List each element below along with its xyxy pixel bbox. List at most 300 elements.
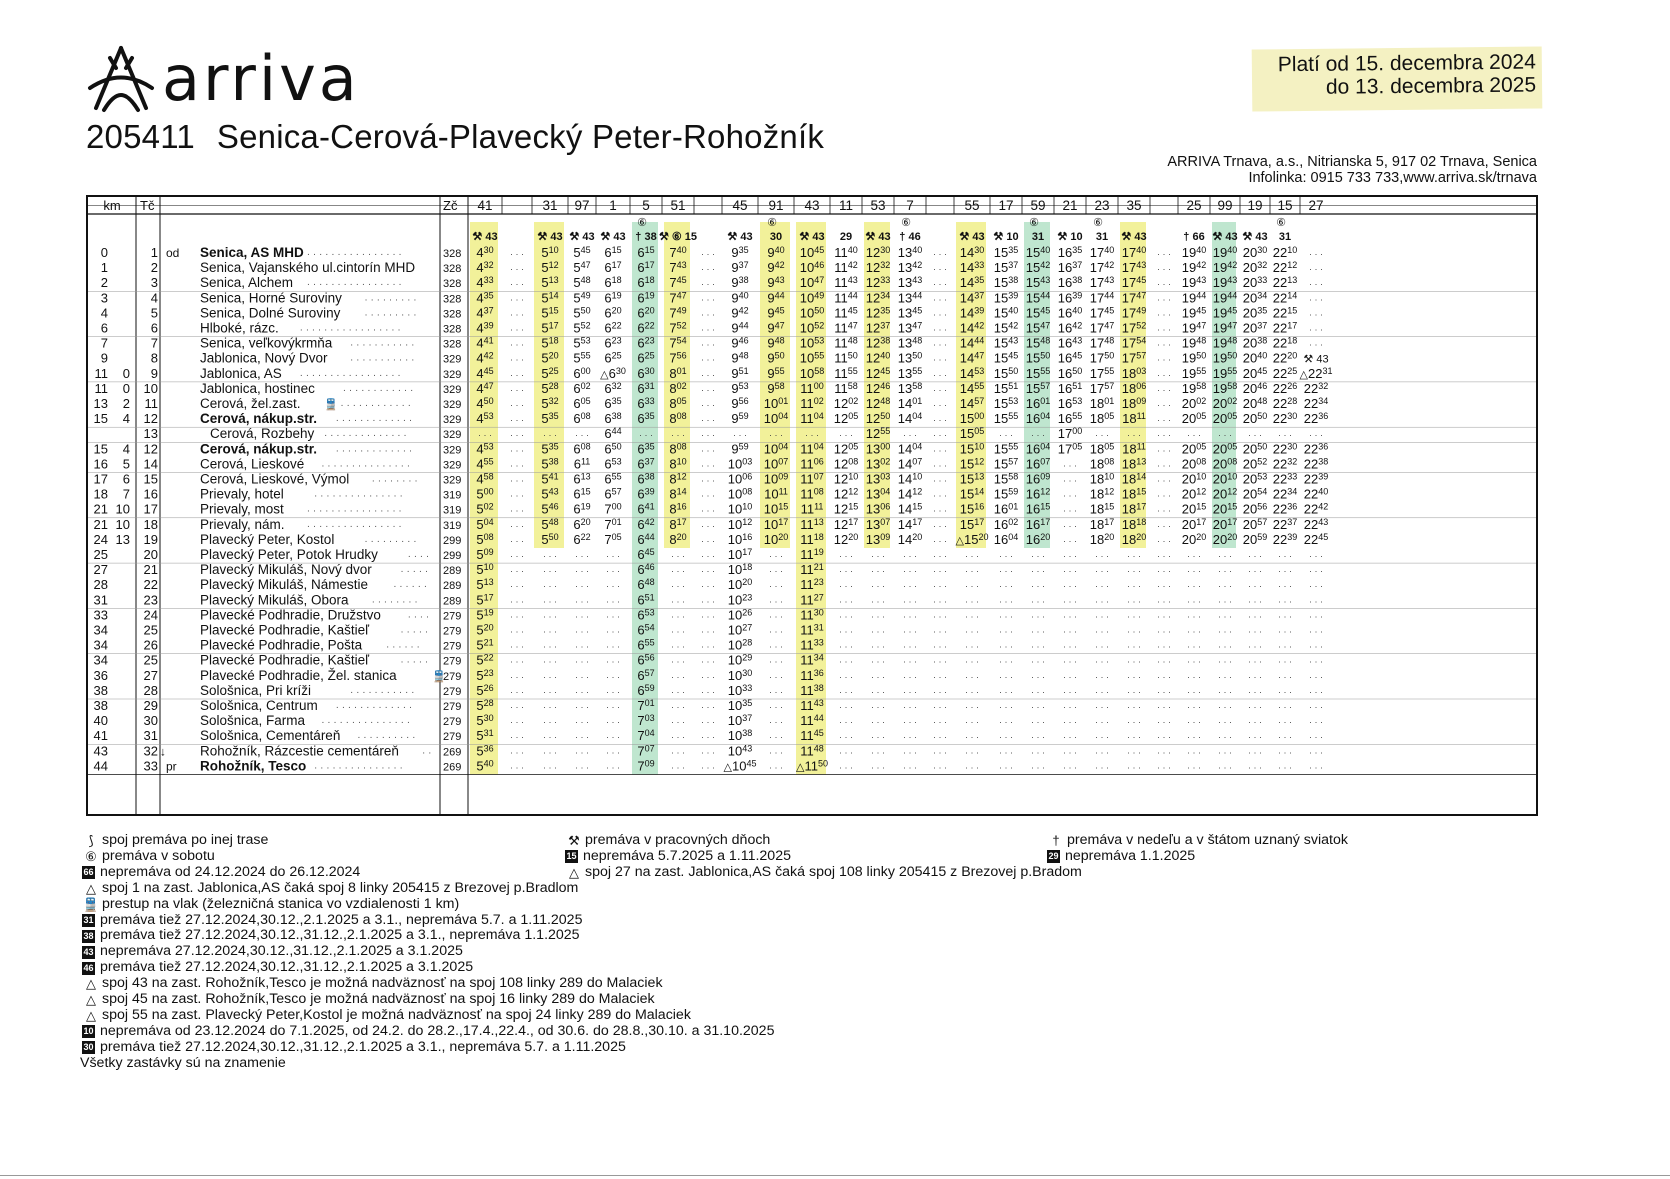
empty-cell-dots: · · ·: [903, 762, 917, 773]
dot-leader: · · · · · · · · · · · ·: [342, 384, 414, 396]
departure-time: $5^{35}$: [541, 441, 559, 457]
departure-time: $5^{50}$: [573, 305, 591, 321]
empty-cell-dots: · · ·: [1031, 430, 1045, 441]
departure-time: $15^{44}$: [1025, 290, 1051, 306]
zone-code: 299: [443, 534, 462, 547]
departure-time: $6^{15}$: [637, 245, 655, 260]
departure-time: $14^{04}$: [897, 411, 923, 427]
empty-cell-dots: · · ·: [701, 551, 715, 561]
departure-time: $6^{20}$: [637, 305, 655, 321]
departure-time: $16^{50}$: [1057, 365, 1083, 381]
legend-item: [563, 849, 1082, 865]
empty-cell-dots: · · ·: [839, 430, 853, 441]
stop-order: 11: [144, 396, 158, 411]
empty-cell-dots: · · ·: [1031, 581, 1045, 592]
km-value: 0: [122, 380, 130, 396]
empty-cell-dots: · · ·: [1187, 611, 1201, 622]
empty-cell-dots: · · ·: [1248, 702, 1262, 712]
dot-leader: · · · · · · · · · · · ·: [340, 400, 411, 411]
empty-cell-dots: · · ·: [606, 717, 620, 728]
empty-cell-dots: · · ·: [606, 702, 620, 712]
empty-cell-dots: · · ·: [965, 762, 979, 773]
empty-cell-dots: · · ·: [965, 566, 979, 577]
trip-number: 51: [670, 198, 686, 213]
empty-cell-dots: · · ·: [1218, 551, 1232, 561]
empty-cell-dots: · · ·: [839, 717, 853, 728]
trip-notes: 31: [1278, 231, 1292, 243]
empty-cell-dots: · · ·: [903, 747, 917, 758]
departure-time: $11^{44}$: [800, 713, 824, 729]
departure-time: $9^{55}$: [767, 365, 785, 381]
departure-time: $20^{52}$: [1242, 456, 1268, 472]
empty-cell-dots: · · ·: [1309, 732, 1323, 743]
empty-cell-dots: · · ·: [1218, 611, 1232, 622]
departure-time: $19^{50}$: [1181, 350, 1207, 366]
departure-time: $9^{44}$: [731, 320, 749, 336]
legend-text: spoj 55 na zast. Plavecký Peter,Kostol je možná nadväznosť na spoj 24 linky 289 do Malaciek: [102, 1006, 691, 1023]
empty-cell-dots: · · ·: [733, 430, 747, 441]
legend-text: premáva tiež 27.12.2024,30.12.,31.12.,2.1.2025 a 3.1., nepremáva 5.7. a 1.11.2025: [100, 1038, 626, 1055]
stop-name: Plavecký Mikuláš, Nový dvor: [200, 562, 372, 578]
empty-cell-dots: · · ·: [1157, 520, 1171, 531]
triangle-icon: △: [86, 880, 96, 896]
departure-time: $8^{01}$: [669, 365, 687, 381]
departure-time: $7^{56}$: [669, 350, 687, 366]
empty-cell-dots: · · ·: [701, 249, 715, 259]
empty-cell-dots: · · ·: [1218, 581, 1232, 592]
departure-time: $8^{20}$: [669, 531, 687, 547]
km-value: 15: [93, 441, 108, 457]
departure-time: $6^{51}$: [637, 592, 655, 608]
empty-cell-dots: · · ·: [543, 702, 557, 712]
departure-time: $6^{08}$: [573, 441, 591, 457]
zone-code: 279: [443, 655, 462, 668]
departure-time: $9^{58}$: [767, 380, 785, 396]
departure-time: $19^{45}$: [1212, 305, 1238, 321]
empty-cell-dots: · · ·: [1063, 490, 1077, 501]
zone-code: 279: [443, 716, 462, 729]
departure-time: $20^{54}$: [1242, 486, 1268, 502]
triangle-icon: △: [86, 1007, 96, 1023]
departure-time: $10^{17}$: [727, 547, 753, 562]
km-value: 24: [93, 531, 108, 547]
stop-order: 32: [143, 743, 158, 759]
departure-time: $18^{10}$: [1089, 471, 1115, 487]
empty-cell-dots: · · ·: [933, 445, 947, 456]
departure-time: $11^{38}$: [800, 682, 824, 698]
empty-cell-dots: · · ·: [1157, 354, 1171, 365]
departure-time: $13^{50}$: [897, 350, 923, 366]
validity-from: Platí od 15. decembra 2024: [1277, 50, 1536, 77]
empty-cell-dots: · · ·: [1248, 596, 1262, 607]
departure-time: $10^{03}$: [727, 456, 753, 472]
zone-code: 289: [443, 580, 462, 593]
departure-time: $19^{48}$: [1212, 335, 1238, 351]
empty-cell-dots: · · ·: [933, 762, 947, 773]
departure-time: $18^{17}$: [1121, 501, 1147, 517]
empty-cell-dots: · · ·: [1157, 294, 1171, 305]
departure-time: $16^{09}$: [1025, 471, 1051, 487]
departure-time: $9^{42}$: [731, 305, 749, 321]
departure-time: $6^{44}$: [604, 426, 622, 442]
departure-time: $10^{04}$: [763, 441, 789, 457]
arriva-logo-icon: [86, 44, 156, 114]
empty-cell-dots: · · ·: [575, 717, 589, 728]
empty-cell-dots: · · ·: [1309, 309, 1323, 320]
empty-cell-dots: · · ·: [671, 747, 685, 758]
departure-time: $14^{47}$: [959, 350, 985, 366]
departure-time: $16^{17}$: [1025, 516, 1051, 532]
empty-cell-dots: · · ·: [839, 702, 853, 712]
departure-time: $20^{10}$: [1212, 471, 1238, 487]
empty-cell-dots: · · ·: [769, 686, 783, 697]
departure-time: $5^{40}$: [476, 758, 494, 774]
departure-time: $4^{50}$: [476, 396, 494, 411]
km-value: 38: [93, 682, 108, 698]
empty-cell-dots: · · ·: [839, 732, 853, 743]
legend-item: [80, 1008, 774, 1024]
empty-cell-dots: · · ·: [903, 430, 917, 441]
empty-cell-dots: · · ·: [1157, 279, 1171, 290]
departure-time: $11^{34}$: [800, 652, 824, 668]
empty-cell-dots: · · ·: [933, 324, 947, 335]
empty-cell-dots: · · ·: [933, 309, 947, 320]
empty-cell-dots: · · ·: [1063, 535, 1077, 546]
departure-time: $11^{48}$: [834, 335, 858, 351]
empty-cell-dots: · · ·: [1063, 702, 1077, 712]
empty-cell-dots: · · ·: [1248, 656, 1262, 667]
empty-cell-dots: · · ·: [933, 626, 947, 637]
departure-time: $12^{46}$: [865, 380, 891, 396]
trip-notes: † 66: [1183, 231, 1205, 243]
empty-cell-dots: · · ·: [543, 717, 557, 728]
note-31-icon: 31: [83, 914, 94, 925]
empty-cell-dots: · · ·: [510, 686, 524, 697]
dot-leader: · · · · · · · · · · · · · · ·: [321, 460, 411, 472]
trip-number: 21: [1062, 198, 1078, 213]
stop-name: Rohožník, Rázcestie cementáreň: [200, 743, 399, 759]
legend-item: [1045, 849, 1348, 865]
km-value: 3: [100, 290, 108, 306]
departure-time: $13^{42}$: [897, 260, 923, 276]
km-value: 2: [100, 275, 108, 291]
departure-time: $13^{03}$: [865, 471, 891, 487]
empty-cell-dots: · · ·: [769, 551, 783, 561]
empty-cell-dots: · · ·: [606, 626, 620, 637]
departure-time: $20^{08}$: [1181, 456, 1207, 472]
empty-cell-dots: · · ·: [1278, 641, 1292, 652]
departure-time: $11^{43}$: [834, 275, 858, 291]
empty-cell-dots: · · ·: [999, 732, 1013, 743]
departure-time: $14^{33}$: [959, 260, 985, 276]
empty-cell-dots: · · ·: [1063, 566, 1077, 577]
departure-time: $11^{27}$: [800, 592, 824, 608]
empty-cell-dots: · · ·: [933, 505, 947, 516]
departure-time: $20^{46}$: [1242, 380, 1268, 396]
empty-cell-dots: · · ·: [871, 717, 885, 728]
empty-cell-dots: · · ·: [510, 400, 524, 410]
km-value: 11: [94, 380, 108, 396]
zone-code: 289: [443, 565, 462, 578]
departure-time: $15^{45}$: [1025, 305, 1051, 321]
stop-order: 10: [143, 380, 158, 396]
departure-time: $13^{58}$: [897, 380, 923, 396]
saturday-icon: ⑥: [85, 848, 97, 864]
empty-cell-dots: · · ·: [933, 686, 947, 697]
departure-time: $5^{43}$: [541, 486, 559, 502]
km-value: 16: [93, 456, 108, 472]
departure-time: $\triangle 15^{20}$: [955, 531, 989, 547]
departure-time: $5^{55}$: [573, 350, 591, 366]
departure-time: $14^{44}$: [959, 335, 985, 351]
departure-time: $14^{12}$: [897, 486, 923, 502]
dot-leader: · · · · · · · · ·: [364, 294, 417, 306]
empty-cell-dots: · · ·: [1309, 641, 1323, 652]
departure-time: $10^{58}$: [799, 365, 825, 381]
departure-time: $17^{45}$: [1089, 305, 1115, 321]
empty-cell-dots: · · ·: [1095, 671, 1109, 682]
dot-leader: · · · · ·: [400, 626, 429, 638]
km-value: 21: [93, 501, 108, 517]
empty-cell-dots: · · ·: [1095, 566, 1109, 577]
zone-code: 279: [443, 670, 462, 683]
empty-cell-dots: · · ·: [510, 445, 524, 456]
departure-time: $22^{32}$: [1272, 456, 1298, 472]
zone-code: 328: [443, 338, 462, 351]
departure-time: $5^{32}$: [541, 396, 559, 411]
legend-text: nepremáva 1.1.2025: [1065, 847, 1196, 864]
empty-cell-dots: · · ·: [1157, 611, 1171, 622]
departure-time: $11^{33}$: [800, 637, 824, 653]
departure-time: $8^{12}$: [669, 471, 687, 487]
saturday-icon: ⑥: [767, 217, 777, 229]
empty-cell-dots: · · ·: [1309, 762, 1323, 773]
departure-time: $18^{18}$: [1121, 516, 1147, 532]
departure-time: $9^{47}$: [767, 320, 785, 336]
stop-name: Rohožník, Tesco: [200, 758, 307, 774]
departure-time: $19^{42}$: [1212, 260, 1238, 276]
empty-cell-dots: · · ·: [1248, 430, 1262, 441]
km-value: 17: [93, 471, 108, 487]
departure-time: $18^{12}$: [1089, 486, 1115, 502]
departure-time: $19^{58}$: [1212, 380, 1238, 396]
empty-cell-dots: · · ·: [1248, 717, 1262, 728]
trip-notes: ⚒ ⑥ 15: [658, 231, 698, 243]
empty-cell-dots: · · ·: [839, 581, 853, 592]
empty-cell-dots: · · ·: [1309, 747, 1323, 758]
trip-number: 25: [1186, 198, 1202, 213]
note-10-icon: 10: [83, 1026, 94, 1037]
departure-time: $4^{39}$: [476, 320, 494, 336]
departure-time: $20^{35}$: [1242, 305, 1268, 321]
departure-time: $18^{14}$: [1121, 471, 1147, 487]
departure-time: $19^{43}$: [1181, 275, 1207, 291]
empty-cell-dots: · · ·: [933, 520, 947, 531]
empty-cell-dots: · · ·: [1309, 551, 1323, 561]
km-value: 9: [100, 350, 108, 366]
empty-cell-dots: · · ·: [671, 717, 685, 728]
empty-cell-dots: · · ·: [1031, 656, 1045, 667]
empty-cell-dots: · · ·: [1095, 717, 1109, 728]
departure-time: $14^{07}$: [897, 456, 923, 472]
departure-time: $7^{54}$: [669, 335, 687, 351]
zone-code: 279: [443, 685, 462, 698]
empty-cell-dots: · · ·: [1095, 702, 1109, 712]
legend-text: nepremáva od 23.12.2024 do 7.1.2025, od 24.2. do 28.2.,17.4.,22.4., od 30.6. do 28.8.,30.10. a 31.10.2025: [100, 1022, 775, 1039]
trip-notes: ⚒ 43: [569, 231, 595, 243]
empty-cell-dots: · · ·: [871, 656, 885, 667]
stop-order: 23: [143, 592, 158, 608]
stop-order: 12: [143, 411, 158, 427]
empty-cell-dots: · · ·: [1127, 430, 1141, 441]
empty-cell-dots: · · ·: [701, 641, 715, 652]
empty-cell-dots: · · ·: [1278, 430, 1292, 441]
departure-time: $9^{35}$: [731, 245, 749, 260]
departure-time: $15^{53}$: [993, 396, 1019, 411]
empty-cell-dots: · · ·: [1157, 264, 1171, 275]
empty-cell-dots: · · ·: [1278, 671, 1292, 682]
stop-order: 21: [143, 562, 158, 578]
departure-time: $18^{03}$: [1121, 365, 1147, 381]
departure-time: $16^{53}$: [1057, 396, 1083, 411]
empty-cell-dots: · · ·: [965, 656, 979, 667]
departure-time: $6^{53}$: [637, 607, 655, 623]
zone-code: 328: [443, 293, 462, 306]
km-value: 31: [93, 592, 108, 608]
empty-cell-dots: · · ·: [1157, 747, 1171, 758]
departure-time: $20^{08}$: [1212, 456, 1238, 472]
departure-time: $5^{19}$: [476, 607, 494, 623]
dot-leader: · · · · · · · · · · · · · · · ·: [306, 279, 402, 291]
departure-time: $6^{59}$: [637, 682, 655, 698]
empty-cell-dots: · · ·: [1095, 430, 1109, 441]
dot-leader: · · · ·: [407, 611, 430, 623]
legend-text: spoj 1 na zast. Jablonica,AS čaká spoj 8 linky 205415 z Brezovej p.Bradlom: [102, 879, 579, 896]
stop-name: Plavecké Podhradie, Pošta: [200, 637, 363, 653]
departure-time: $7^{01}$: [604, 516, 622, 532]
empty-cell-dots: · · ·: [769, 702, 783, 712]
empty-cell-dots: · · ·: [510, 520, 524, 531]
empty-cell-dots: · · ·: [1278, 762, 1292, 773]
departure-time: $5^{53}$: [573, 335, 591, 351]
trip-notes: ⚒ 43: [1212, 231, 1238, 243]
empty-cell-dots: · · ·: [478, 430, 492, 441]
departure-time: $14^{04}$: [897, 441, 923, 457]
departure-time: $12^{05}$: [833, 411, 859, 427]
empty-cell-dots: · · ·: [999, 641, 1013, 652]
empty-cell-dots: · · ·: [1031, 686, 1045, 697]
departure-time: $15^{45}$: [993, 350, 1019, 366]
empty-cell-dots: · · ·: [701, 294, 715, 305]
departure-time: $16^{42}$: [1057, 320, 1083, 336]
departure-time: $5^{23}$: [476, 667, 494, 683]
departure-time: $14^{10}$: [897, 471, 923, 487]
empty-cell-dots: · · ·: [701, 324, 715, 335]
departure-time: $15^{14}$: [959, 486, 985, 502]
departure-time: $14^{35}$: [959, 275, 985, 291]
empty-cell-dots: · · ·: [701, 747, 715, 758]
empty-cell-dots: · · ·: [575, 747, 589, 758]
empty-cell-dots: · · ·: [933, 581, 947, 592]
departure-time: $16^{37}$: [1057, 260, 1083, 276]
departure-time: $6^{02}$: [573, 380, 591, 396]
empty-cell-dots: · · ·: [1218, 671, 1232, 682]
km-value: 43: [93, 743, 108, 759]
stop-order: 17: [143, 501, 158, 517]
empty-cell-dots: · · ·: [933, 475, 947, 486]
departure-time: $15^{43}$: [993, 335, 1019, 351]
departure-time: $5^{45}$: [573, 245, 591, 260]
empty-cell-dots: · · ·: [903, 686, 917, 697]
empty-cell-dots: · · ·: [510, 309, 524, 320]
departure-time: $6^{20}$: [573, 516, 591, 532]
dot-leader: · · · · · · · · · · ·: [350, 339, 415, 351]
departure-time: $7^{43}$: [669, 260, 687, 276]
departure-time: $15^{39}$: [993, 290, 1019, 306]
empty-cell-dots: · · ·: [999, 702, 1013, 712]
departure-time: $14^{37}$: [959, 290, 985, 306]
departure-time: $11^{13}$: [800, 516, 824, 532]
km-value: 36: [93, 667, 108, 683]
departure-time: $20^{56}$: [1242, 501, 1268, 517]
departure-time: $15^{35}$: [993, 245, 1019, 260]
empty-cell-dots: · · ·: [1218, 747, 1232, 758]
km-value: 6: [100, 320, 108, 336]
departure-time: $18^{20}$: [1121, 531, 1147, 547]
departure-time: $10^{35}$: [727, 698, 753, 713]
empty-cell-dots: · · ·: [671, 686, 685, 697]
dot-leader: · · · · · · · · · · · · · · ·: [321, 717, 411, 729]
dot-leader: · · · · ·: [400, 656, 429, 668]
empty-cell-dots: · · ·: [671, 732, 685, 743]
dot-leader: · · · · · ·: [393, 581, 428, 593]
departure-time: $22^{36}$: [1272, 501, 1298, 517]
zone-code: 329: [443, 383, 462, 396]
departure-time: $19^{58}$: [1181, 380, 1207, 396]
empty-cell-dots: · · ·: [1309, 611, 1323, 622]
empty-cell-dots: · · ·: [1095, 596, 1109, 607]
legend-item: [80, 976, 774, 992]
zone-code: 328: [443, 323, 462, 336]
empty-cell-dots: · · ·: [965, 611, 979, 622]
empty-cell-dots: · · ·: [1063, 596, 1077, 607]
departure-time: $9^{38}$: [731, 275, 749, 291]
departure-time: $16^{01}$: [1025, 396, 1051, 411]
stop-order: 27: [143, 667, 158, 683]
departure-time: $11^{07}$: [800, 471, 824, 487]
note-30-icon: 30: [83, 1042, 94, 1053]
departure-time: $10^{12}$: [727, 516, 753, 532]
empty-cell-dots: · · ·: [1278, 566, 1292, 577]
stop-name: Cerová, nákup.str.: [200, 441, 318, 457]
empty-cell-dots: · · ·: [543, 551, 557, 561]
departure-time: $20^{40}$: [1242, 350, 1268, 366]
departure-time: $6^{38}$: [637, 471, 655, 487]
empty-cell-dots: · · ·: [701, 596, 715, 607]
empty-cell-dots: · · ·: [1309, 656, 1323, 667]
departure-time: $5^{35}$: [541, 411, 559, 427]
departure-time: $20^{53}$: [1242, 471, 1268, 487]
departure-time: $16^{12}$: [1025, 486, 1051, 502]
departure-time: $6^{31}$: [637, 380, 655, 396]
triangle-icon: △: [569, 864, 579, 880]
empty-cell-dots: · · ·: [1278, 551, 1292, 561]
stop-name: Plavecké Podhradie, Družstvo: [200, 607, 381, 623]
departure-time: $5^{52}$: [573, 320, 591, 336]
trip-number: 15: [1277, 198, 1293, 213]
departure-time: $6^{25}$: [637, 350, 655, 366]
empty-cell-dots: · · ·: [1031, 611, 1045, 622]
